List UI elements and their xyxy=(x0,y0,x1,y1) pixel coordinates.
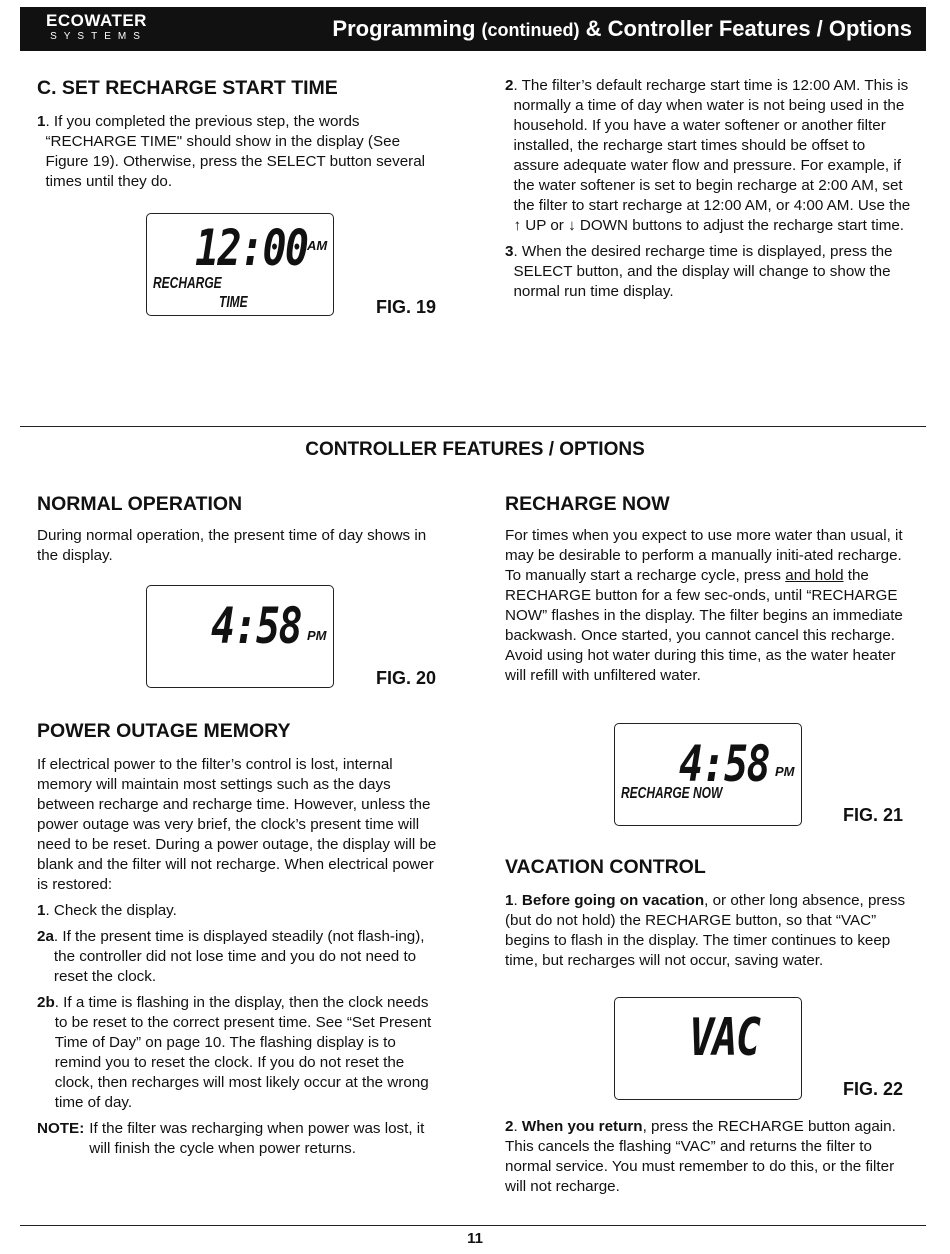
step-3: 3 . When the desired recharge time is displayed, press the SELECT button, and the display will change to show the normal run time display. xyxy=(505,243,893,300)
power-outage-section xyxy=(37,719,442,1165)
figure-caption: FIG. 19 xyxy=(376,297,437,317)
lcd-time: 12:00 xyxy=(195,219,308,277)
lcd-time: 4:58 xyxy=(211,597,301,655)
lcd-label: RECHARGE NOW xyxy=(621,785,723,802)
figure-caption: FIG. 21 xyxy=(843,805,904,825)
page-title: Programming (continued) & Controller Features / Options xyxy=(332,16,912,41)
step-2: 2. When you return, press the RECHARGE button again. This cancels the flashing “VAC” and returns the filter to normal service. You must remember to do this, or the filter will not recharge. xyxy=(505,1118,896,1195)
paragraph: For times when you expect to use more water than usual, it may be desirable to perform a manually initi-ated recharge. To manually start a recharge cycle, press and hold the RECHARGE button for a few sec-onds, until “RECHARGE NOW” flashes in the display. The filter begins an immediate backwash. Once started, you cannot cancel this recharge. Avoid using hot water during this time, as the water heater will refill with unfiltered water. xyxy=(505,527,903,684)
paragraph: During normal operation, the present time of day shows in the display. xyxy=(37,527,427,564)
lcd-display-fig20 xyxy=(146,585,334,688)
figure-caption: FIG. 22 xyxy=(843,1079,904,1099)
lcd-time: 4:58 xyxy=(679,735,769,793)
set-recharge-section xyxy=(37,76,442,198)
figure-caption: FIG. 20 xyxy=(376,668,437,688)
set-recharge-steps xyxy=(505,76,913,308)
lcd-display-fig22 xyxy=(614,997,802,1100)
section-heading: POWER OUTAGE MEMORY xyxy=(37,720,291,742)
normal-operation-section xyxy=(37,492,442,566)
step-2: 2 . The filter’s default recharge start time is 12:00 AM. This is normally a time of day when water is not being used in the household. If you have a water softener or another filter installed, the recharge start times should be offset to assure adequate water flow and pressure. For example, if the water softener is set to begin recharge at 2:00 AM, set the filter to start recharge at 12:00 AM, or 4:00 AM. Use the ↑ UP or ↓ DOWN buttons to adjust the recharge start time. xyxy=(505,77,911,234)
step-1: 1 . Check the display. xyxy=(37,902,177,919)
paragraph: If electrical power to the filter’s control is lost, internal memory will maintain most settings such as the days between recharge and recharge time. However, unless the power outage was very brief, the clock’s present time will need to be reset. During a power outage, the display will be blank and the filter will not recharge. When electrical power is restored: xyxy=(37,756,437,893)
features-heading: CONTROLLER FEATURES / OPTIONS xyxy=(305,439,645,460)
up-arrow-icon: ↑ xyxy=(513,217,522,234)
step-2b: 2b . If a time is flashing in the display, then the clock needs to be reset to the correct present time. See “Set Present Time of Day” on page 10. The flashing display is to remind you to reset the clock. If you do not reset the clock, then recharges will most likely occur at the wrong time of day. xyxy=(37,994,432,1111)
page-number: 11 xyxy=(467,1230,483,1247)
lcd-label: TIME xyxy=(219,294,248,311)
section-heading: NORMAL OPERATION xyxy=(37,493,243,515)
note: NOTE: If the filter was recharging when power was lost, it will finish the cycle when power returns. xyxy=(37,1120,425,1157)
brand-name: ECOWATER xyxy=(46,11,147,30)
lcd-ampm: PM xyxy=(775,764,795,779)
lcd-ampm: AM xyxy=(307,238,328,253)
step-1: 1. Before going on vacation, or other long absence, press (but do not hold) the RECHARGE button, so that “VAC” begins to flash in the display. The timer continues to keep time, but recharges will not occur, saving water. xyxy=(505,892,906,969)
lcd-vac: VAC xyxy=(689,1008,760,1068)
footer-divider xyxy=(20,1225,926,1226)
lcd-display-fig21 xyxy=(614,723,802,826)
step-2a: 2a . If the present time is displayed steadily (not flash-ing), the controller did not lose time and you do not need to reset the clock. xyxy=(37,928,425,985)
recharge-now-section xyxy=(505,492,913,686)
brand-subtitle: SYSTEMS xyxy=(50,31,147,42)
step-1: 1 . If you completed the previous step, the words “RECHARGE TIME" should show in the display (See Figure 19). Otherwise, press the SELECT button several times until they do. xyxy=(37,113,426,190)
section-divider xyxy=(20,426,926,427)
lcd-label: RECHARGE xyxy=(153,275,222,292)
page-header xyxy=(20,7,926,51)
lcd-display-fig19 xyxy=(146,213,334,316)
vacation-control-section xyxy=(505,855,913,977)
section-heading: RECHARGE NOW xyxy=(505,493,670,515)
section-heading: C. SET RECHARGE START TIME xyxy=(37,77,338,99)
section-heading: VACATION CONTROL xyxy=(505,856,706,878)
lcd-ampm: PM xyxy=(307,628,327,643)
ecowater-logo xyxy=(46,11,147,43)
vacation-step-2 xyxy=(505,1117,913,1203)
down-arrow-icon: ↓ xyxy=(568,217,576,234)
